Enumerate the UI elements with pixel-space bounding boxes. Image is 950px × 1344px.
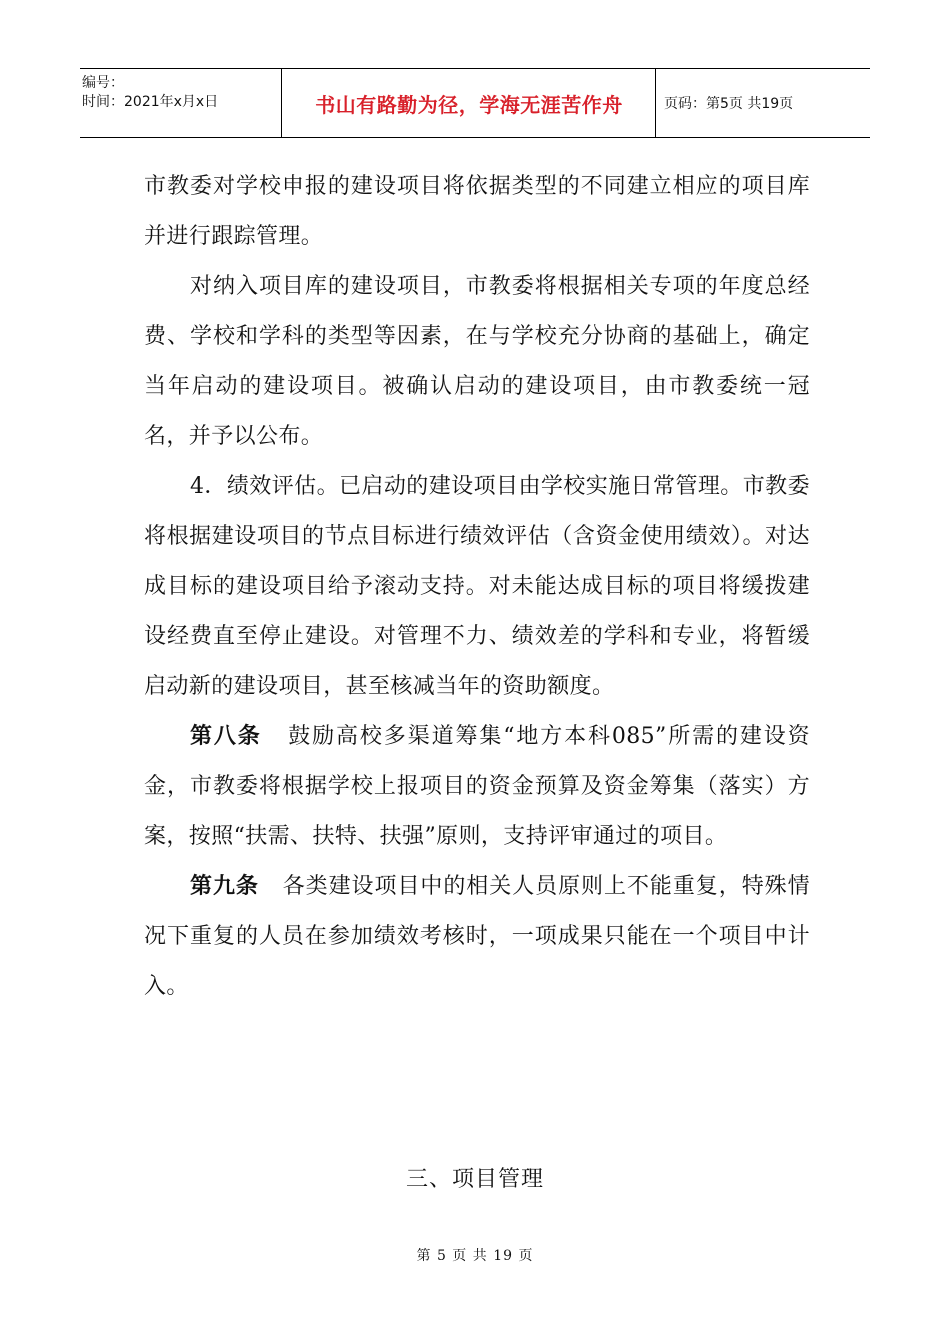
paragraph: 市教委对学校申报的建设项目将依据类型的不同建立相应的项目库并进行跟踪管理。 bbox=[144, 174, 810, 249]
article-8-text: 鼓励高校多渠道筹集“地方本科085”所需的建设资金，市教委将根据学校上报项目的资金预算及资金筹集（落实）方案，按照“扶需、扶特、扶强”原则，支持评审通过的项目。 bbox=[144, 724, 810, 849]
section-title: 三、项目管理 bbox=[405, 1167, 544, 1192]
paragraph: 4．绩效评估。已启动的建设项目由学校实施日常管理。市教委将根据建设项目的节点目标进行绩效评估（含资金使用绩效）。对达成目标的建设项目给予滚动支持。对未能达成目标的项目将缓拨建设经费直至停止建设。对管理不力、绩效差的学科和专业，将暂缓启动新的建设项目，甚至核减当年的资助额度。 bbox=[144, 474, 810, 699]
article-9-label: 第九条 bbox=[190, 874, 259, 899]
article-8 bbox=[144, 712, 810, 862]
document-body bbox=[144, 162, 810, 1012]
article-9-text: 各类建设项目中的相关人员原则上不能重复，特殊情况下重复的人员在参加绩效考核时，一项成果只能在一个项目中计入。 bbox=[144, 874, 811, 999]
header-page-code: 页码：第5页 共19页 bbox=[664, 96, 794, 112]
page-header bbox=[80, 68, 870, 138]
header-motto-cell bbox=[283, 69, 656, 137]
header-motto: 书山有路勤为径，学海无涯苦作舟 bbox=[315, 92, 623, 117]
article-8-label: 第八条 bbox=[190, 724, 262, 749]
page-footer: 第 5 页 共 19 页 bbox=[416, 1248, 534, 1264]
article-9 bbox=[144, 862, 810, 1012]
header-meta bbox=[80, 69, 282, 137]
header-time-label: 时间：2021年x月x日 bbox=[82, 94, 219, 110]
paragraph: 对纳入项目库的建设项目，市教委将根据相关专项的年度总经费、学校和学科的类型等因素，在与学校充分协商的基础上，确定当年启动的建设项目。被确认启动的建设项目，由市教委统一冠名，并予以公布。 bbox=[144, 274, 810, 449]
header-number-label: 编号： bbox=[82, 75, 124, 91]
